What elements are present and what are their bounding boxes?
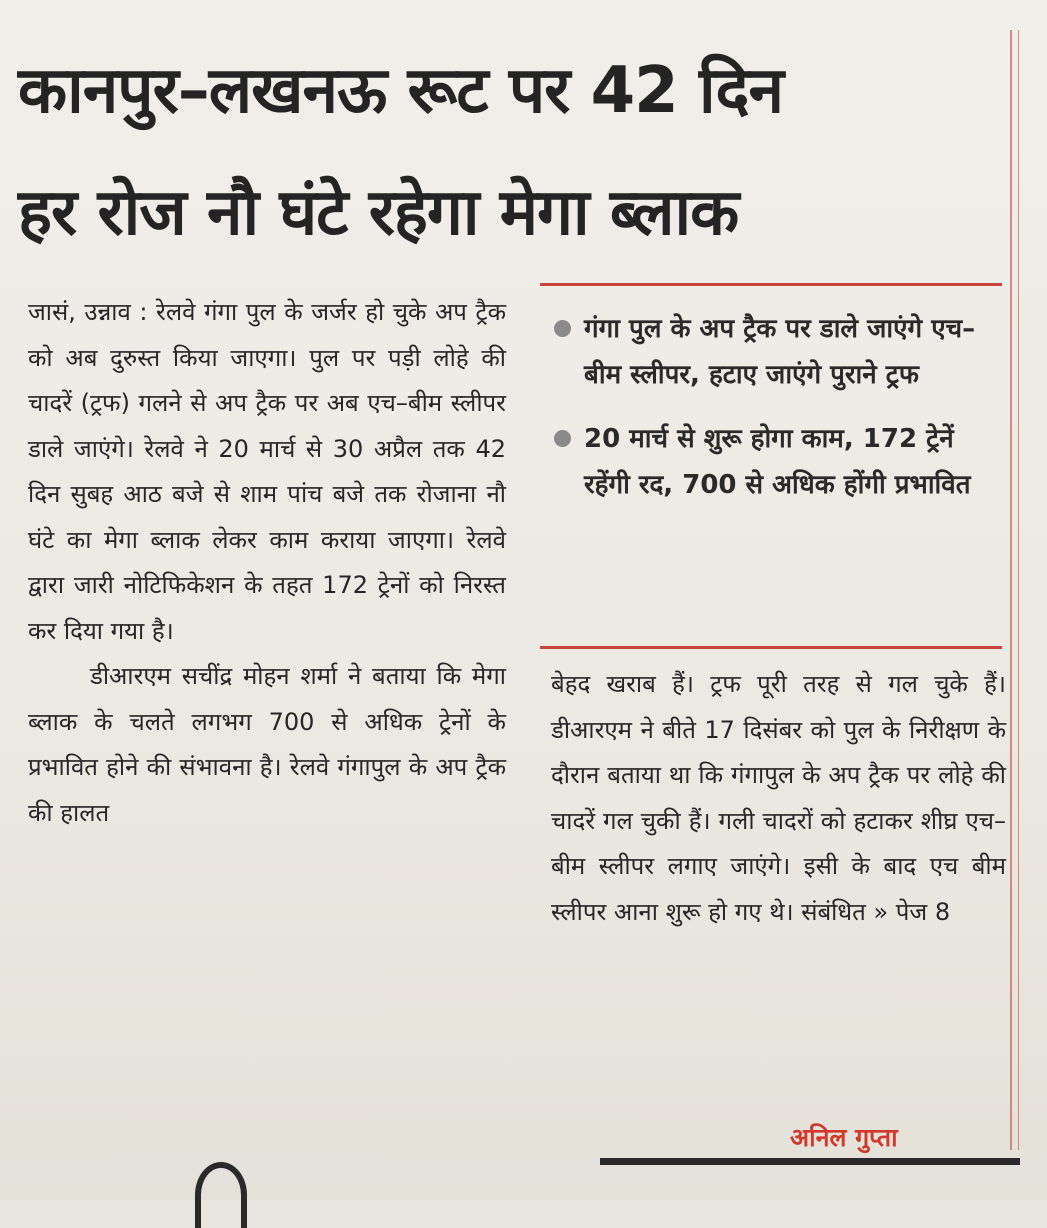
article-column-left bbox=[28, 290, 506, 836]
photographer-byline: अनिल गुप्ता bbox=[790, 1123, 898, 1152]
article-paragraph: जासं, उन्नाव : रेलवे गंगा पुल के जर्जर हो चुके अप ट्रैक को अब दुरुस्त किया जाएगा। पुल पर पड़ी लोहे की चादरें (ट्रफ) गलने से अप ट्रैक पर अब एच–बीम स्लीपर डाले जाएंगे। रेलवे ने 20 मार्च से 30 अप्रैल तक 42 दिन सुबह आठ बजे से शाम पांच बजे तक रोजाना नौ घंटे का मेगा ब्लाक लेकर काम कराया जाएगा। रेलवे द्वारा जारी नोटिफिकेशन के तहत 172 ट्रेनों को निरस्त कर दिया गया है। bbox=[28, 298, 506, 645]
column-border bbox=[1010, 30, 1019, 1150]
highlight-bottom-divider bbox=[540, 646, 1002, 649]
bullet-icon bbox=[554, 430, 571, 447]
highlight-text: गंगा पुल के अप ट्रैक पर डाले जाएंगे एच–बीम स्लीपर, हटाए जाएंगे पुराने ट्रफ bbox=[584, 314, 976, 390]
highlight-item bbox=[550, 416, 1000, 508]
headline bbox=[18, 30, 1003, 274]
highlight-box bbox=[550, 306, 1000, 526]
article-paragraph: बेहद खराब हैं। ट्रफ पूरी तरह से गल चुके हैं। डीआरएम ने बीते 17 दिसंबर को पुल के निरीक्षण के दौरान बताया था कि गंगापुल के अप ट्रैक पर लोहे की चादरें गल चुकी हैं। गली चादरों को हटाकर शीघ्र एच–बीम स्लीपर लगाए जाएंगे। इसी के बाद एच बीम स्लीपर आना शुरू हो गए थे। संबंधित » पेज 8 bbox=[551, 670, 1006, 926]
next-article-fragment bbox=[600, 1158, 1020, 1225]
bullet-icon bbox=[554, 320, 571, 337]
highlight-text: 20 मार्च से शुरू होगा काम, 172 ट्रेनें रहेंगी रद, 700 से अधिक होंगी प्रभावित bbox=[584, 424, 971, 500]
highlight-item bbox=[550, 306, 1000, 398]
next-article-fragment bbox=[195, 1162, 247, 1228]
highlight-top-divider bbox=[540, 283, 1002, 286]
article-paragraph: डीआरएम सचींद्र मोहन शर्मा ने बताया कि मेगा ब्लाक के चलते लगभग 700 से अधिक ट्रेनों के प्रभावित होने की संभावना है। रेलवे गंगापुल के अप ट्रैक की हालत bbox=[28, 662, 506, 827]
article-column-right bbox=[551, 662, 1006, 935]
headline-line-2: हर रोज नौ घंटे रहेगा मेगा ब्लाक bbox=[18, 176, 739, 250]
headline-line-1: कानपुर–लखनऊ रूट पर 42 दिन bbox=[18, 54, 784, 128]
